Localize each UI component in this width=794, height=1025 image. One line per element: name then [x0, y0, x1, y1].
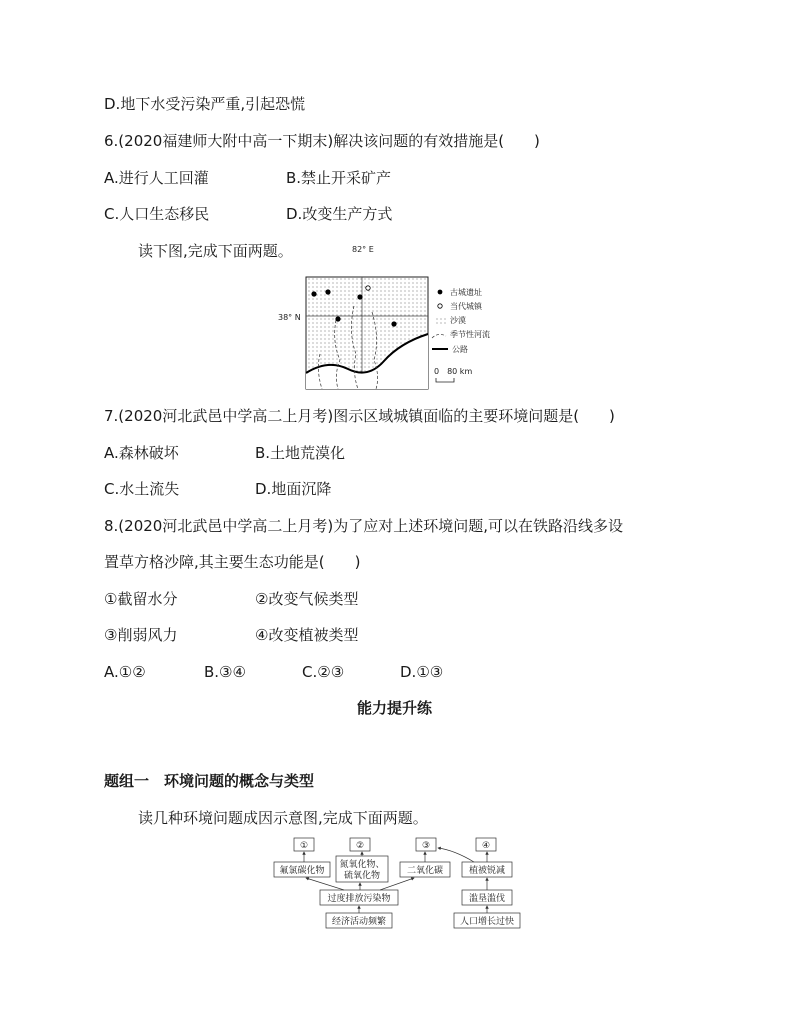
legend-modern-town-icon [438, 304, 442, 308]
intro-flowchart: 读几种环境问题成因示意图,完成下面两题。 [138, 809, 428, 827]
nox-sox-label-2: 硫氧化物 [343, 871, 381, 881]
cause-flowchart [264, 834, 528, 930]
q7-option-b: B.土地荒漠化 [255, 444, 346, 462]
section-title: 能力提升练 [357, 699, 433, 717]
ancient-city-site [391, 321, 396, 326]
nox-sox-label-1: 氮氧化物、 [339, 860, 385, 870]
intro-map: 读下图,完成下面两题。 [138, 242, 293, 260]
q7-option-a: A.森林破坏 [104, 444, 179, 462]
q6-option-d: D.改变生产方式 [286, 205, 393, 223]
legend-ancient-city: 古城遗址 [450, 288, 482, 297]
map-scale-label: 0 80 km [434, 367, 473, 376]
legend-modern-town: 当代城镇 [450, 302, 482, 311]
q6-option-a: A.进行人工回灌 [104, 169, 209, 187]
longitude-label: 82° E [352, 245, 374, 254]
number-label-3: ③ [421, 841, 431, 851]
number-label-4: ④ [481, 841, 491, 851]
excess-emission-label: 过度排放污染物 [327, 894, 391, 904]
q7-stem: 7.(2020河北武邑中学高二上月考)图示区域城镇面临的主要环境问题是( ) [104, 407, 615, 425]
legend-ancient-city-icon [438, 290, 443, 295]
deforestation-label: 滥垦滥伐 [468, 894, 506, 904]
legend-seasonal-river: 季节性河流 [450, 330, 490, 339]
q8-stem-line2: 置草方格沙障,其主要生态功能是( ) [104, 553, 361, 571]
q8-statement-4: ④改变植被类型 [255, 626, 359, 644]
q8-option-d: D.①③ [400, 663, 444, 681]
q6-stem: 6.(2020福建师大附中高一下期末)解决该问题的有效措施是( ) [104, 132, 540, 150]
q8-option-a: A.①② [104, 663, 146, 681]
q6-option-c: C.人口生态移民 [104, 205, 210, 223]
vegetation-loss-label: 植被锐减 [468, 866, 506, 876]
legend-river-icon [432, 334, 446, 338]
region-map [276, 242, 516, 394]
q8-statement-3: ③削弱风力 [104, 626, 178, 644]
number-label-2: ② [355, 841, 365, 851]
co2-label: 二氧化碳 [406, 866, 444, 876]
q8-option-c: C.②③ [302, 663, 345, 681]
latitude-label: 38° N [278, 313, 301, 322]
q8-statement-2: ②改变气候类型 [255, 590, 359, 608]
ancient-city-site [335, 316, 340, 321]
q7-option-c: C.水土流失 [104, 480, 180, 498]
population-growth-label: 人口增长过快 [459, 917, 515, 927]
ancient-city-site [325, 289, 330, 294]
economic-activity-label: 经济活动频繁 [331, 917, 387, 927]
legend-desert-icon [434, 316, 446, 324]
legend-highway: 公路 [452, 345, 468, 354]
ancient-city-site [311, 291, 316, 296]
legend-desert: 沙漠 [450, 316, 466, 325]
q8-statement-1: ①截留水分 [104, 590, 178, 608]
q8-option-b: B.③④ [204, 663, 246, 681]
q7-option-d: D.地面沉降 [255, 480, 332, 498]
cfc-label: 氟氯碳化物 [279, 866, 325, 876]
number-label-1: ① [299, 841, 309, 851]
modern-town [366, 286, 370, 290]
ancient-city-site [357, 294, 362, 299]
scale-bar [436, 378, 454, 382]
q8-stem-line1: 8.(2020河北武邑中学高二上月考)为了应对上述环境问题,可以在铁路沿线多设 [104, 517, 623, 535]
q6-option-b: B.禁止开采矿产 [286, 169, 392, 187]
q5-option-d: D.地下水受污染严重,引起恐慌 [104, 95, 306, 113]
group-title: 题组一 环境问题的概念与类型 [104, 772, 315, 790]
